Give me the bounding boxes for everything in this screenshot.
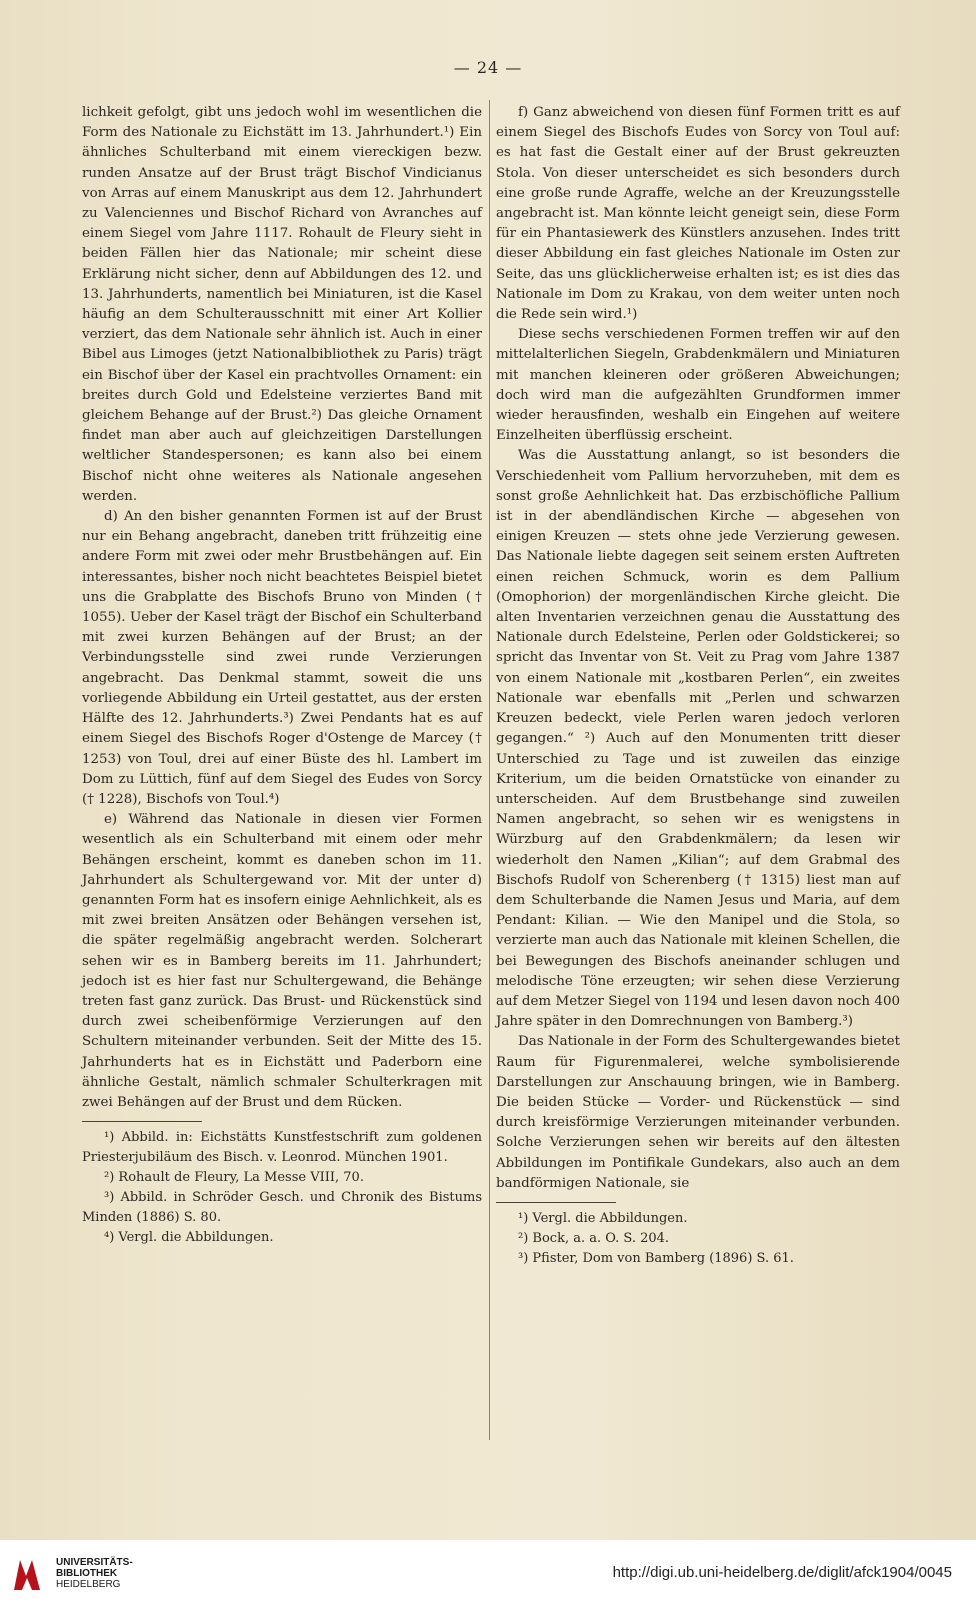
page-number: — 24 — [453, 58, 523, 77]
paragraph: Was die Ausstattung anlangt, so ist besonders die Verschiedenheit vom Pallium hervorzuheben, mit dem es sonst große Aehnlichkeit hat. Das erzbischöfliche Pallium ist in der abendländischen Kirche — abgesehen von einigen Kreuzen — stets ohne jede Verzierung gewesen. Das Nationale liebte dagegen seit seinem ersten Auftreten einen reichen Schmuck, worin es dem Pallium (Omophorion) der morgenländischen Kirche gleicht. Die alten Inventarien verzeichnen genau die Ausstattung des Nationale durch Edelsteine, Perlen oder Goldstickerei; so spricht das Inventar von St. Veit zu Prag vom Jahre 1387 von einem Nationale mit „kostbaren Perlen“, ein zweites Nationale war ebenfalls mit „Perlen und schwarzen Kreuzen bedeckt, viele Perlen waren jedoch verloren gegangen.“ ²) Auch auf den Monumenten tritt dieser Unterschied zu Tage und ist zuweilen das einzige Kriterium, um die beiden Ornatstücke von einander zu unterscheiden. Auf dem Brustbehange sind zuweilen Namen angebracht, so sehen wir es wenigstens in Würzburg auf den Grabdenkmälern; da lesen wir wiederholt den Namen „Kilian“; auf dem Grabmal des Bischofs Rudolf von Scherenberg († 1315) liest man auf dem Schulterbande die Namen Jesus und Maria, auf dem Pendant: Kilian. — Wie den Manipel und die Stola, so verzierte man auch das Nationale mit kleinen Schellen, die bei Bewegungen des Bischofs aneinander schlugen und melodische Töne erzeugten; wir sehen diese Verzierung auf dem Metzer Siegel von 1194 und lesen davon noch 400 Jahre später in den Domrechnungen von Bamberg.³) [496, 448, 900, 1030]
column-divider [489, 100, 490, 1440]
footnote-rule [496, 1202, 616, 1203]
right-column [496, 103, 900, 1269]
footer-bar [0, 1540, 976, 1607]
footnote: ²) Bock, a. a. O. S. 204. [518, 1230, 670, 1246]
paragraph: Diese sechs verschiedenen Formen treffen wir auf den mittelalterlichen Siegeln, Grabdenkmälern und Miniaturen mit manchen kleineren oder größeren Abweichungen; doch wird man die aufgezählten Grundformen immer wieder herausfinden, weshalb ein Eingehen auf weitere Einzelheiten überflüssig erscheint. [496, 327, 900, 444]
library-name-line: UNIVERSITÄTS- [56, 1557, 133, 1568]
footnote-rule [82, 1121, 202, 1122]
footnote: ¹) Abbild. in: Eichstätts Kunstfestschrift zum goldenen Priesterjubiläum des Bisch. v. Leonrod. München 1901. [82, 1130, 482, 1166]
left-column [82, 103, 482, 1248]
footnote: ⁴) Vergl. die Abbildungen. [104, 1230, 274, 1246]
footnote: ³) Abbild. in Schröder Gesch. und Chronik des Bistums Minden (1886) S. 80. [82, 1190, 482, 1226]
paragraph: Das Nationale in der Form des Schultergewandes bietet Raum für Figurenmalerei, welche symbolisierende Darstellungen zur Anschauung bringen, wie in Bamberg. Die beiden Stücke — Vorder- und Rückenstück — sind durch kreisförmige Verzierungen miteinander verbunden. Solche Verzierungen sehen wir bereits auf den ältesten Abbildungen im Pontifikale Gundekars, also auch an dem bandförmigen Nationale, sie [496, 1034, 900, 1191]
permalink-url[interactable]: http://digi.ub.uni-heidelberg.de/diglit/afck1904/0045 [612, 1564, 952, 1581]
library-name-line: BIBLIOTHEK [56, 1568, 118, 1579]
library-name-line: HEIDELBERG [56, 1579, 121, 1590]
footnote: ³) Pfister, Dom von Bamberg (1896) S. 61. [518, 1250, 794, 1266]
footnote: ²) Rohault de Fleury, La Messe VIII, 70. [104, 1170, 364, 1186]
footnote: ¹) Vergl. die Abbildungen. [518, 1210, 688, 1226]
heidelberg-logo-icon[interactable] [10, 1554, 44, 1594]
paragraph: f) Ganz abweichend von diesen fünf Formen tritt es auf einem Siegel des Bischofs Eudes von Sorcy von Toul auf: es hat fast die Gestalt einer auf der Brust gekreuzten Stola. Von dieser unterscheidet es sich besonders durch eine große runde Agraffe, welche an der Kreuzungsstelle angebracht ist. Man könnte leicht geneigt sein, diese Form für ein Phantasiewerk des Künstlers anzusehen. Indes tritt dieser Abbildung ein fast gleiches Nationale im Osten zur Seite, das uns glücklicherweise erhalten ist; es ist dies das Nationale im Dom zu Krakau, von dem weiter unten noch die Rede sein wird.¹) [496, 105, 900, 323]
library-name[interactable] [56, 1557, 133, 1590]
paragraph: e) Während das Nationale in diesen vier Formen wesentlich als ein Schulterband mit einem oder mehr Behängen erscheint, kommt es daneben schon im 11. Jahrhundert als Schultergewand vor. Mit der unter d) genannten Form hat es insofern einige Aehnlichkeit, als es mit zwei breiten Ansätzen oder Behängen versehen ist, die später regelmäßig angebracht werden. Solcherart sehen wir es in Bamberg bereits im 11. Jahrhundert; jedoch ist es hier fast nur Schultergewand, die Behänge treten fast ganz zurück. Das Brust- und Rückenstück sind durch zwei scheibenförmige Verzierungen auf den Schultern miteinander verbunden. Seit der Mitte des 15. Jahrhunderts hat es in Eichstätt und Paderborn eine ähnliche Gestalt, nämlich schmaler Schulterkragen mit zwei Behängen auf der Brust und dem Rücken. [82, 812, 482, 1110]
paragraph: d) An den bisher genannten Formen ist auf der Brust nur ein Behang angebracht, daneben tritt frühzeitig eine andere Form mit zwei oder mehr Brustbehängen auf. Ein interessantes, bisher noch nicht beachtetes Beispiel bietet uns die Grabplatte des Bischofs Bruno von Minden († 1055). Ueber der Kasel trägt der Bischof ein Schulterband mit zwei kurzen Behängen auf der Brust; an der Verbindungsstelle sind zwei runde Verzierungen angebracht. Das Denkmal stammt, soweit die uns vorliegende Abbildung ein Urteil gestattet, aus der ersten Hälfte des 12. Jahrhunderts.³) Zwei Pendants hat es auf einem Siegel des Bischofs Roger d'Ostenge de Marcey († 1253) von Toul, drei auf einer Büste des hl. Lambert im Dom zu Lüttich, fünf auf dem Siegel des Eudes von Sorcy († 1228), Bischofs von Toul.⁴) [82, 509, 482, 807]
paragraph: lichkeit gefolgt, gibt uns jedoch wohl im wesentlichen die Form des Nationale zu Eichstätt im 13. Jahrhundert.¹) Ein ähnliches Schulterband mit einem viereckigen bezw. runden Ansatze auf der Brust trägt Bischof Vindicianus von Arras auf einem Manuskript aus dem 12. Jahrhundert zu Valenciennes und Bischof Richard von Avranches auf einem Siegel vom Jahre 1117. Rohault de Fleury sieht in beiden Fällen hier das Nationale; mir scheint diese Erklärung nicht sicher, denn auf Abbildungen des 12. und 13. Jahrhunderts, namentlich bei Miniaturen, ist die Kasel häufig an dem Schulterausschnitt mit einer Art Kollier verziert, das dem Nationale sehr ähnlich ist. Auch in einer Bibel aus Limoges (jetzt Nationalbibliothek zu Paris) trägt ein Bischof über der Kasel ein prachtvolles Ornament: ein breites durch Gold und Edelsteine verziertes Band mit gleichem Behange auf der Brust.²) Das gleiche Ornament findet man aber auch auf gleichzeitigen Darstellungen weltlicher Standespersonen; es kann also bei einem Bischof nicht ohne weiteres als Nationale angesehen werden. [82, 105, 482, 504]
